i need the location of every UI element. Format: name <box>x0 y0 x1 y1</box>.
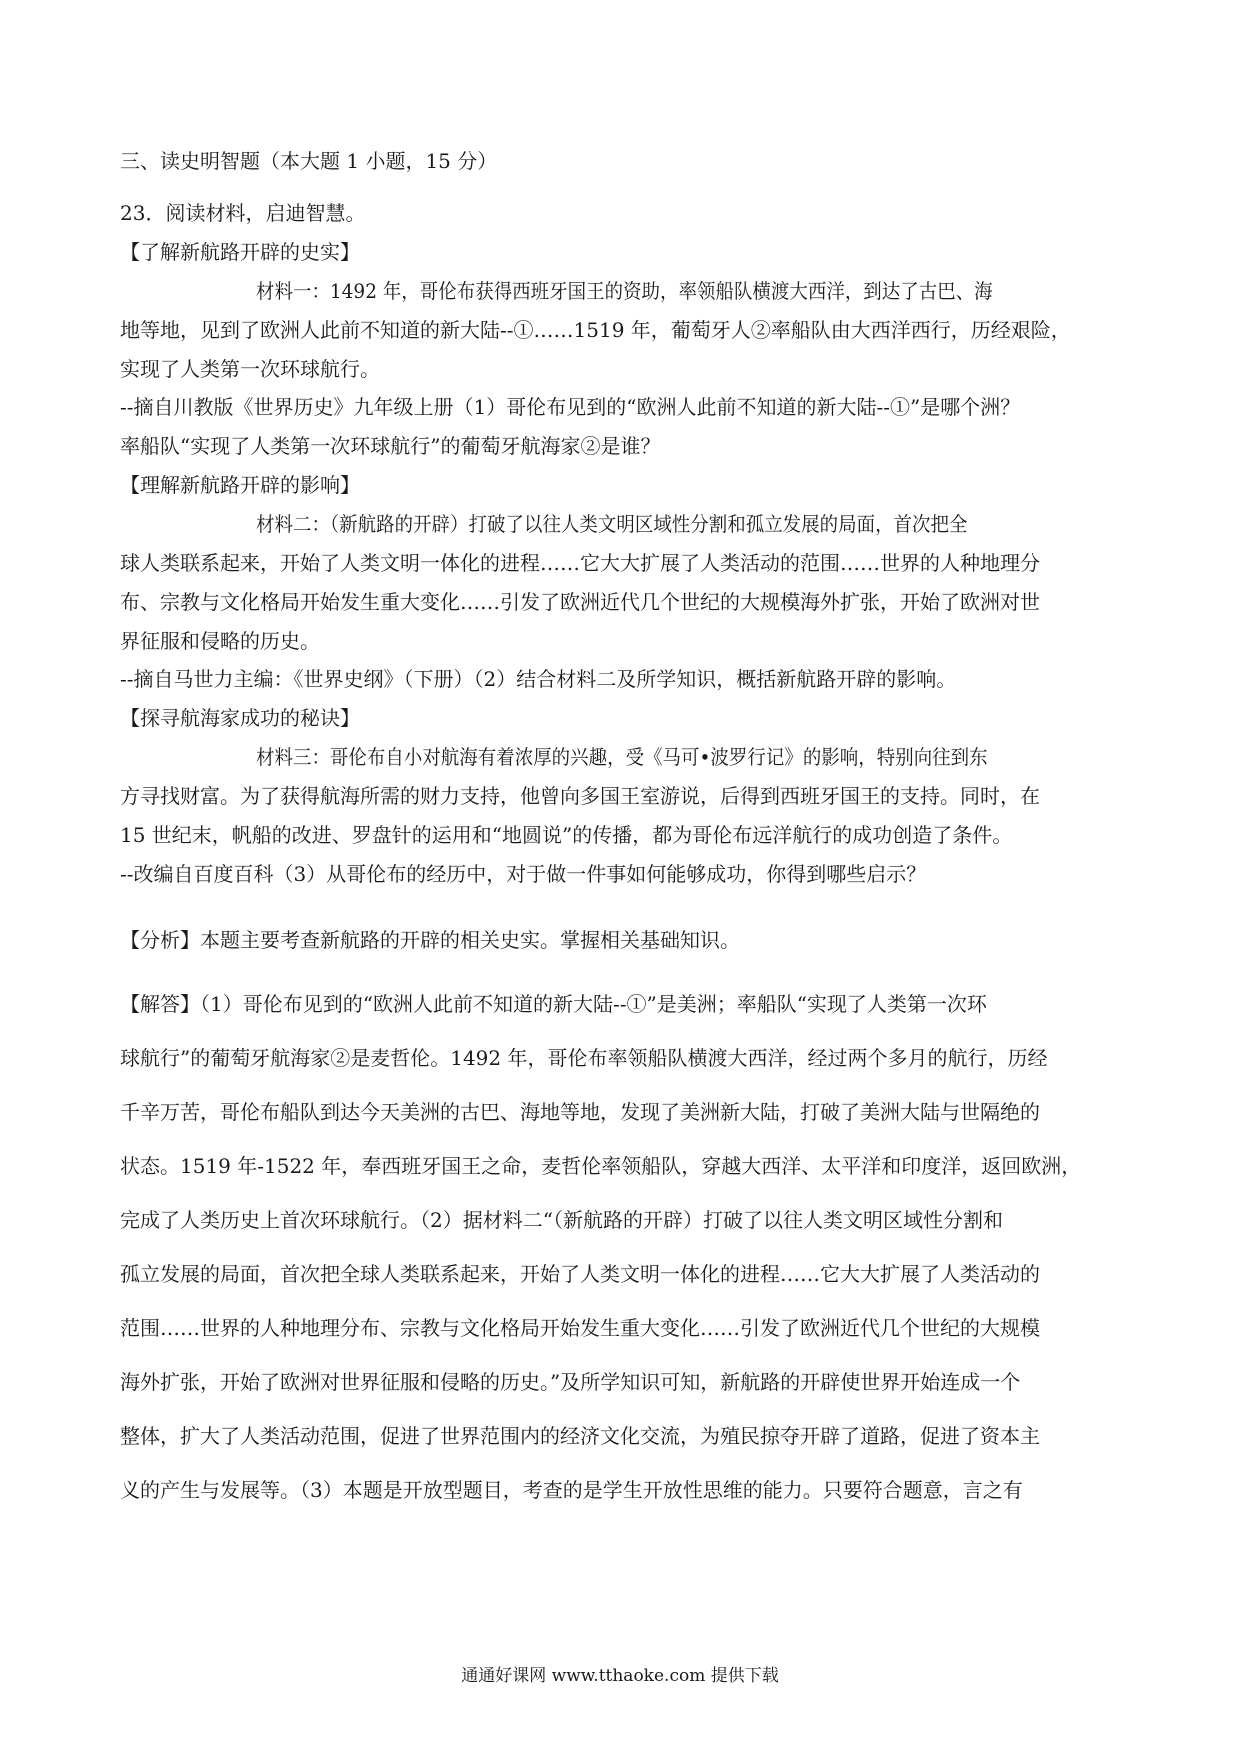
answer-line: 状态。1519 年-1522 年，奉西班牙国王之命，麦哲伦率领船队，穿越大西洋、太平洋和印度洋，返回欧洲， <box>120 1154 1082 1178</box>
part2-question-line: --摘自马世力主编：《世界史纲》（下册）（2）结合材料二及所学知识，概括新航路开辟的影响。 <box>120 667 957 691</box>
part3-heading: 【探寻航海家成功的秘诀】 <box>120 706 360 730</box>
part2-material-line: 球人类联系起来，开始了人类文明一体化的进程……它大大扩展了人类活动的范围……世界的人种地理分 <box>120 551 1040 575</box>
part1-question-line: 率船队“实现了人类第一次环球航行”的葡萄牙航海家②是谁？ <box>120 434 661 458</box>
part1-material-line: 地等地，见到了欧洲人此前不知道的新大陆--①……1519 年，葡萄牙人②率船队由大西洋西行，历经艰险， <box>120 318 1071 342</box>
part2-heading: 【理解新航路开辟的影响】 <box>120 473 360 497</box>
analysis-paragraph: 【分析】本题主要考查新航路的开辟的相关史实。掌握相关基础知识。 <box>120 928 740 952</box>
part1-heading: 【了解新航路开辟的史实】 <box>120 240 360 264</box>
part2-material-line: 布、宗教与文化格局开始发生重大变化……引发了欧洲近代几个世纪的大规模海外扩张，开始了欧洲对世 <box>120 590 1040 614</box>
part1-question-line: --摘自川教版《世界历史》九年级上册（1）哥伦布见到的“欧洲人此前不知道的新大陆--①”是哪个洲？ <box>120 395 1021 419</box>
answer-line: 整体，扩大了人类活动范围，促进了世界范围内的经济文化交流，为殖民掠夺开辟了道路，促进了资本主 <box>120 1424 1040 1448</box>
answer-line: 千辛万苦，哥伦布船队到达今天美洲的古巴、海地等地，发现了美洲新大陆，打破了美洲大陆与世隔绝的 <box>120 1100 1040 1124</box>
part3-question-line: --改编自百度百科（3）从哥伦布的经历中，对于做一件事如何能够成功，你得到哪些启示？ <box>120 862 927 886</box>
answer-line: 范围……世界的人种地理分布、宗教与文化格局开始发生重大变化……引发了欧洲近代几个世纪的大规模 <box>120 1316 1040 1340</box>
part3-material-line: 方寻找财富。为了获得航海所需的财力支持，他曾向多国王室游说，后得到西班牙国王的支持。同时，在 <box>120 784 1040 808</box>
part3-material-line: 材料三：哥伦布自小对航海有着浓厚的兴趣，受《马可•波罗行记》的影响，特别向往到东 <box>256 745 988 769</box>
part2-material-line: 界征服和侵略的历史。 <box>120 629 320 653</box>
question-stem: 23．阅读材料，启迪智慧。 <box>120 201 366 225</box>
answer-line: 【解答】（1）哥伦布见到的“欧洲人此前不知道的新大陆--①”是美洲；率船队“实现了人类第一次环 <box>120 992 987 1016</box>
answer-line: 义的产生与发展等。（3）本题是开放型题目，考查的是学生开放性思维的能力。只要符合题意，言之有 <box>120 1478 1023 1502</box>
part1-material-line: 实现了人类第一次环球航行。 <box>120 357 380 381</box>
page-footer: 通通好课网 www.tthaoke.com 提供下载 <box>461 1666 779 1686</box>
answer-line: 完成了人类历史上首次环球航行。（2）据材料二“（新航路的开辟）打破了以往人类文明区域性分割和 <box>120 1208 1003 1232</box>
part1-material-line: 材料一：1492 年，哥伦布获得西班牙国王的资助，率领船队横渡大西洋，到达了古巴、海 <box>256 279 993 303</box>
part3-material-line: 15 世纪末，帆船的改进、罗盘针的运用和“地圆说”的传播，都为哥伦布远洋航行的成功创造了条件。 <box>120 823 1013 847</box>
part2-material-line: 材料二：（新航路的开辟）打破了以往人类文明区域性分割和孤立发展的局面，首次把全 <box>256 512 968 536</box>
answer-line: 孤立发展的局面，首次把全球人类联系起来，开始了人类文明一体化的进程……它大大扩展了人类活动的 <box>120 1262 1040 1286</box>
answer-line: 海外扩张，开始了欧洲对世界征服和侵略的历史。”及所学知识可知，新航路的开辟使世界开始连成一个 <box>120 1370 1021 1394</box>
answer-line: 球航行”的葡萄牙航海家②是麦哲伦。1492 年，哥伦布率领船队横渡大西洋，经过两个多月的航行，历经 <box>120 1046 1048 1070</box>
section-title: 三、读史明智题（本大题 1 小题，15 分） <box>120 149 498 173</box>
